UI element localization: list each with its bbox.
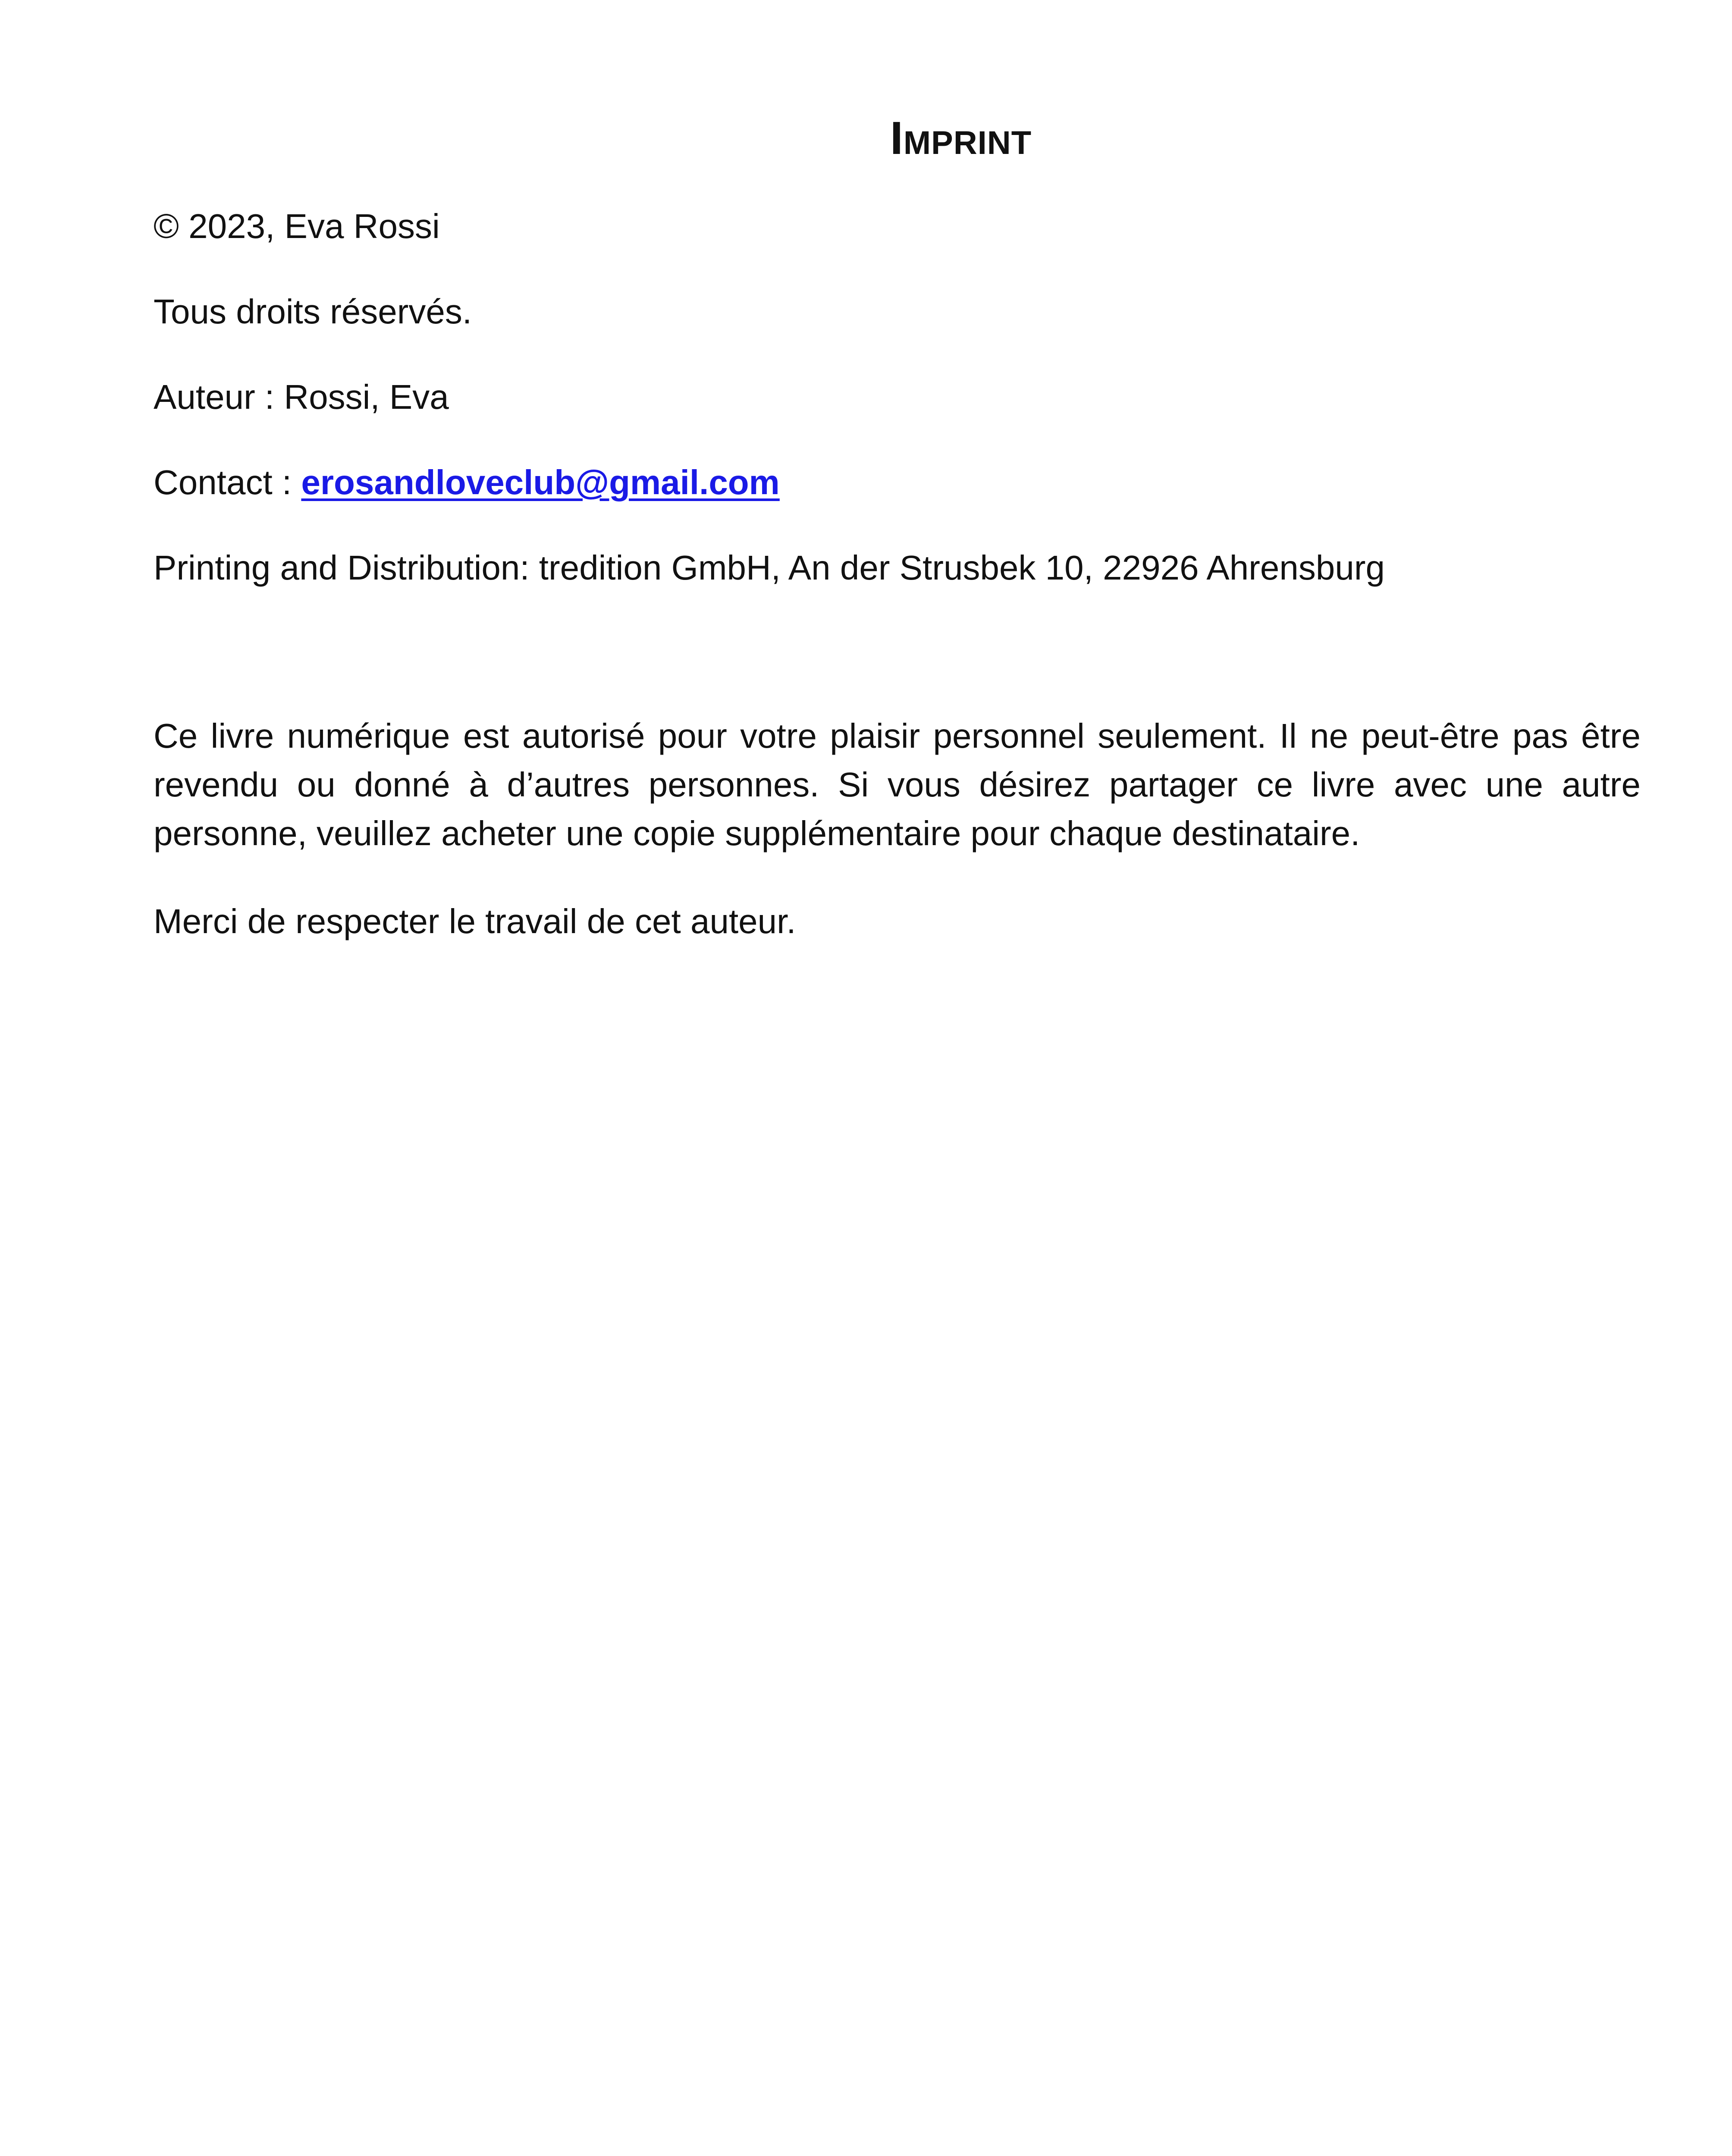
page-title: Imprint	[890, 112, 1032, 164]
contact-email-link[interactable]: erosandloveclub@gmail.com	[301, 463, 780, 501]
rights-line: Tous droits réservés.	[154, 292, 472, 331]
contact-label: Contact :	[154, 463, 301, 501]
contact-line	[154, 459, 780, 506]
license-paragraph: Ce livre numérique est autorisé pour votre plaisir personnel seulement. Il ne peut-être pas être revendu ou donné à d’autres personnes. Si vous désirez partager ce livre avec une autre personne, veuillez acheter une copie supplémentaire pour chaque destinataire.	[154, 717, 1641, 852]
author-line: Auteur : Rossi, Eva	[154, 378, 449, 416]
thanks-paragraph: Merci de respecter le travail de cet auteur.	[154, 902, 796, 940]
printing-line: Printing and Distribution: tredition GmbH, An der Strusbek 10, 22926 Ahrensburg	[154, 548, 1385, 587]
copyright-line: © 2023, Eva Rossi	[154, 207, 440, 245]
